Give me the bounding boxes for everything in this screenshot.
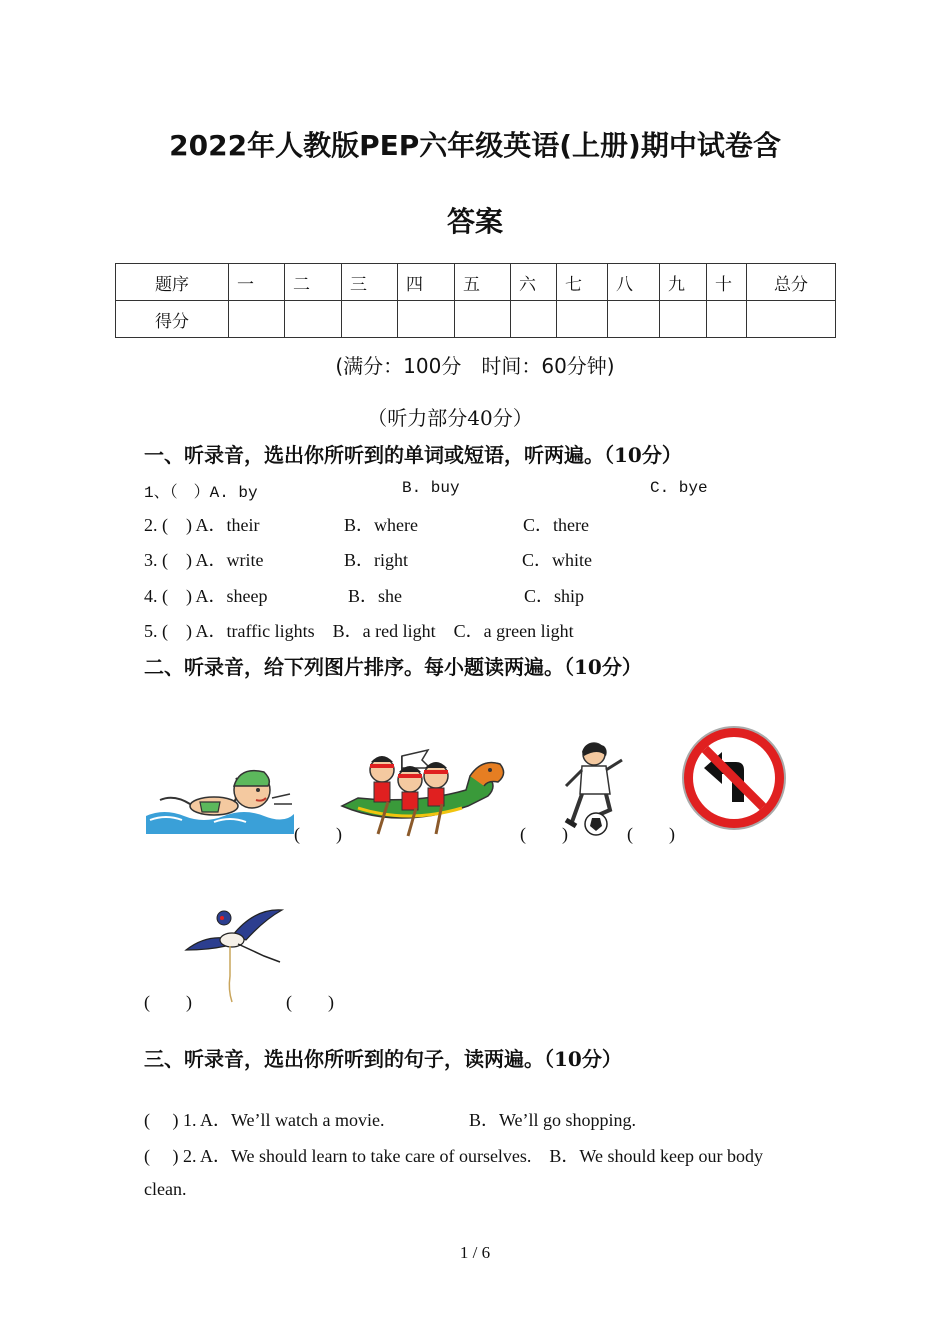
full-score-time: (满分：100分 时间：60分钟) (335, 354, 615, 378)
header-cell: 九 (660, 264, 707, 301)
header-cell: 四 (398, 264, 455, 301)
q2-option-b: B．where (344, 515, 418, 535)
q1-number-option-a: 1、（ ）A. by (144, 484, 258, 502)
header-cell: 题序 (116, 264, 229, 301)
s3-q1-option-a: ( ) 1. A．We’ll watch a movie. (144, 1110, 385, 1130)
score-cell[interactable] (342, 301, 398, 338)
q1-option-c: C. bye (650, 479, 708, 497)
section2-heading: 二、听录音，给下列图片排序。每小题读两遍。（10分） (144, 655, 642, 679)
dragon-boat-picture (338, 746, 510, 838)
score-cell[interactable] (747, 301, 836, 338)
header-cell: 二 (285, 264, 342, 301)
q4-option-c: C．ship (524, 586, 585, 606)
page-number: 1 / 6 (459, 1243, 491, 1262)
header-cell: 七 (557, 264, 608, 301)
swimmer-picture (144, 758, 296, 838)
q3-number-option-a: 3. ( ) A．write (144, 550, 264, 570)
score-cell[interactable] (455, 301, 511, 338)
header-cell: 总分 (747, 264, 836, 301)
score-table (115, 263, 836, 338)
q1-option-b: B. buy (402, 479, 460, 497)
header-cell: 十 (707, 264, 747, 301)
picture2-answer-blank[interactable]: ( ) (520, 824, 568, 844)
score-cell[interactable] (660, 301, 707, 338)
score-cell[interactable] (229, 301, 285, 338)
header-cell: 六 (511, 264, 557, 301)
no-left-turn-sign-picture (680, 724, 788, 832)
score-cell[interactable] (511, 301, 557, 338)
score-cell[interactable] (608, 301, 660, 338)
page-title-line1: 2022年人教版PEP六年级英语(上册)期中试卷含 (169, 129, 781, 162)
picture1-answer-blank[interactable]: ( ) (294, 824, 342, 844)
score-cell[interactable] (557, 301, 608, 338)
q2-number-option-a: 2. ( ) A．their (144, 515, 260, 535)
picture4-answer-blank[interactable]: ( ) (144, 992, 192, 1012)
score-cell[interactable] (707, 301, 747, 338)
section3-heading: 三、听录音，选出你所听到的句子，读两遍。（10分） (144, 1047, 622, 1071)
header-cell: 三 (342, 264, 398, 301)
header-cell: 五 (455, 264, 511, 301)
score-cell[interactable] (285, 301, 342, 338)
q3-option-c: C．white (522, 550, 592, 570)
q4-option-b: B．she (348, 586, 402, 606)
picture5-answer-blank[interactable]: ( ) (286, 992, 334, 1012)
score-row-label: 得分 (116, 301, 229, 338)
listening-part-label: （听力部分40分） (367, 406, 533, 430)
page-title-line2: 答案 (446, 205, 503, 238)
s3-q1-option-b: B．We’ll go shopping. (469, 1110, 637, 1130)
q2-option-c: C．there (523, 515, 589, 535)
s3-q2-line1: ( ) 2. A．We should learn to take care of ourselves. B．We should keep our body (144, 1146, 763, 1166)
q5-line: 5. ( ) A．traffic lights B．a red light C．a green light (144, 621, 574, 641)
picture3-answer-blank[interactable]: ( ) (627, 824, 675, 844)
score-cell[interactable] (398, 301, 455, 338)
section1-heading: 一、听录音，选出你所听到的单词或短语，听两遍。（10分） (144, 443, 682, 467)
q3-option-b: B．right (344, 550, 409, 570)
header-cell: 八 (608, 264, 660, 301)
s3-q2-line2: clean. (144, 1179, 187, 1199)
score-table-score-row (116, 301, 836, 338)
q4-number-option-a: 4. ( ) A．sheep (144, 586, 268, 606)
soccer-player-picture (560, 740, 626, 838)
header-cell: 一 (229, 264, 285, 301)
score-table-header-row (116, 264, 836, 301)
swallow-picture (184, 906, 284, 1006)
